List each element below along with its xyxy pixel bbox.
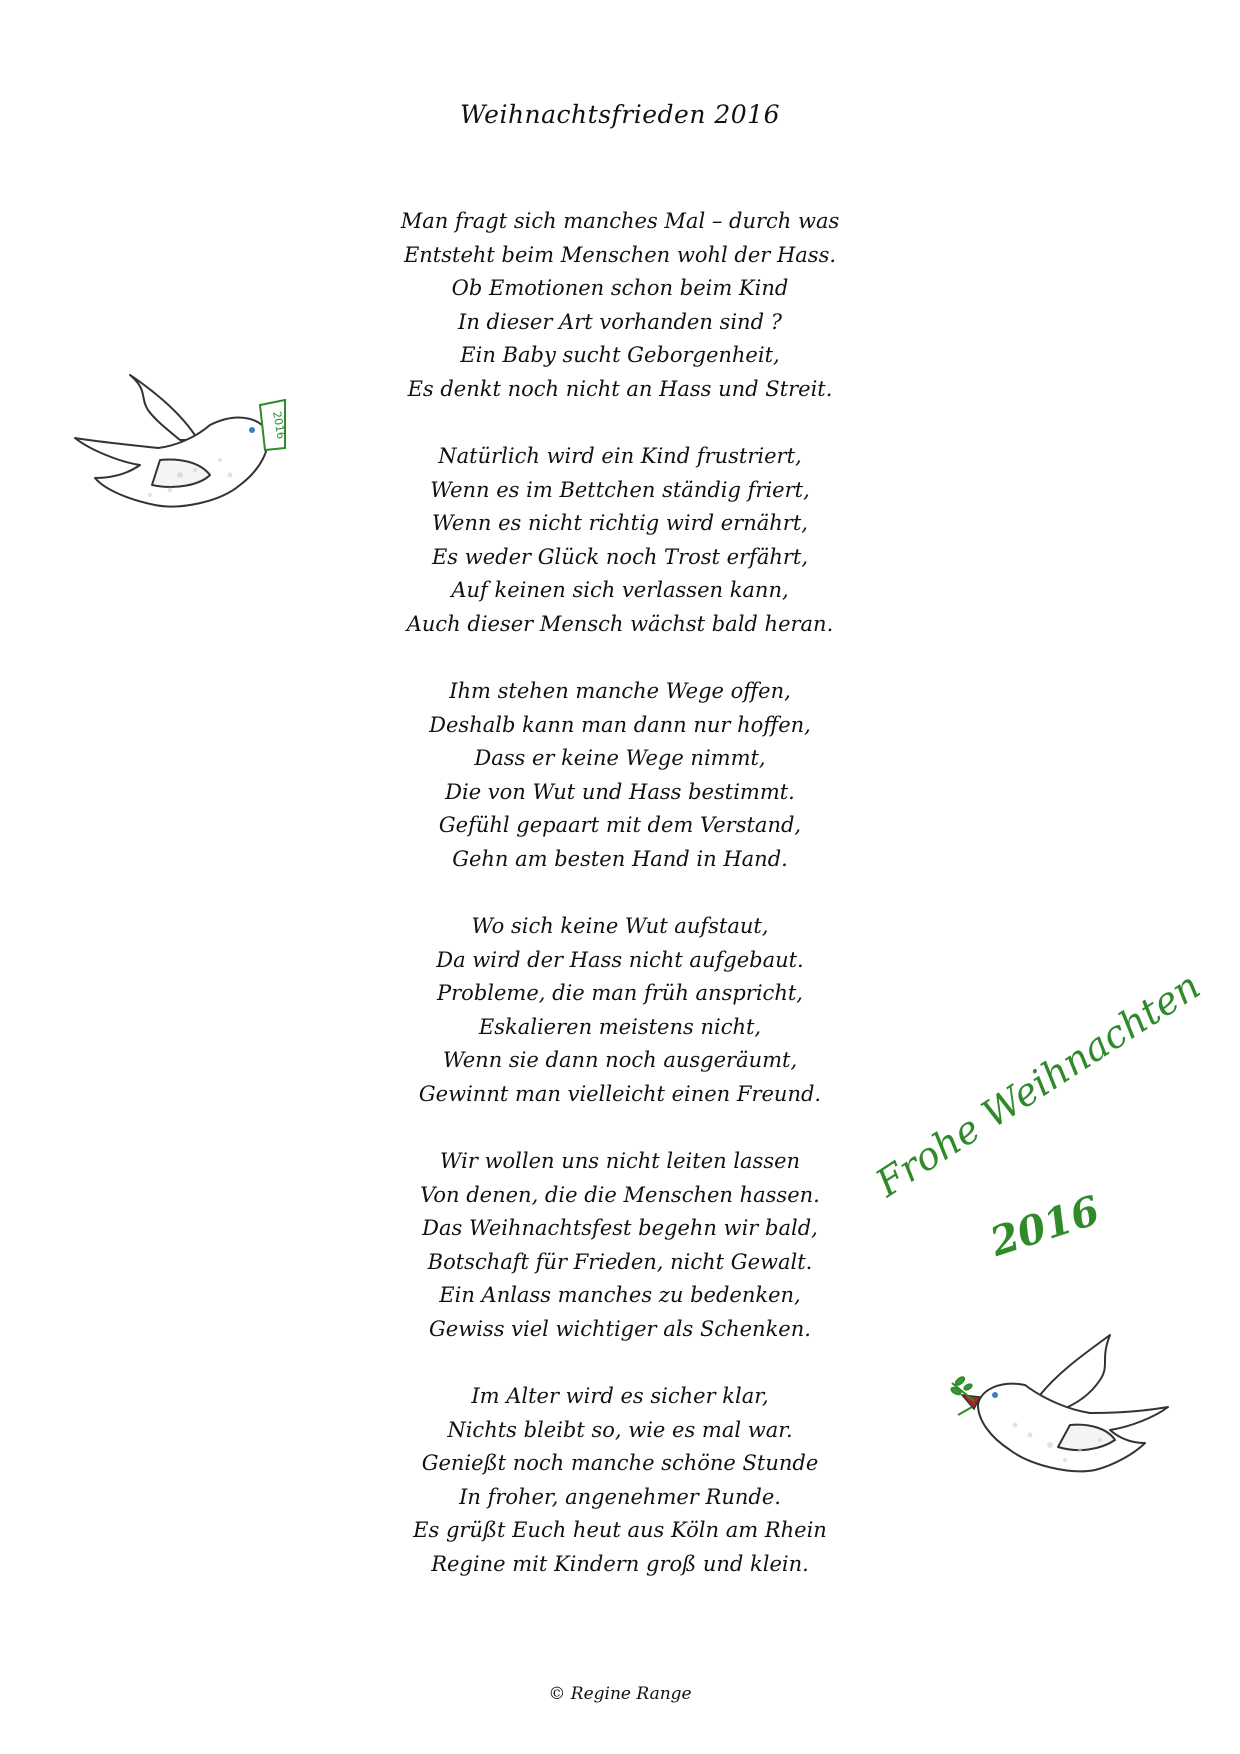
poem-line: Es grüßt Euch heut aus Köln am Rhein	[413, 1518, 827, 1542]
poem-line: Dass er keine Wege nimmt,	[474, 746, 766, 770]
poem-line: Eskalieren meistens nicht,	[478, 1014, 762, 1039]
greeting-year: 2016	[984, 1186, 1106, 1266]
poem-line: Wo sich keine Wut aufstaut,	[471, 914, 769, 938]
poem-line: Gewinnt man vielleicht einen Freund.	[418, 1081, 822, 1106]
poem-stanza	[320, 1145, 920, 1346]
poem-line: Man fragt sich manches Mal – durch was	[400, 209, 840, 233]
poem-line: Nichts bleibt so, wie es mal war.	[447, 1417, 793, 1442]
poem-title: Weihnachtsfrieden 2016	[460, 100, 780, 129]
poem-line: Es denkt noch nicht an Hass und Streit.	[407, 376, 833, 401]
poem-line: Probleme, die man früh anspricht,	[437, 981, 803, 1005]
poem-line: Wenn sie dann noch ausgeräumt,	[442, 1048, 798, 1072]
poem-line: Von denen, die die Menschen hassen.	[420, 1182, 820, 1207]
poem-line: Da wird der Hass nicht aufgebaut.	[436, 947, 804, 972]
poem-line: Natürlich wird ein Kind frustriert,	[438, 444, 802, 468]
poem-line: Gewiss viel wichtiger als Schenken.	[429, 1316, 811, 1341]
poem-line: Ein Anlass manches zu bedenken,	[439, 1283, 801, 1307]
poem-line: Botschaft für Frieden, nicht Gewalt.	[427, 1249, 813, 1274]
poem-line: Wir wollen uns nicht leiten lassen	[439, 1149, 801, 1173]
poem-line: Ihm stehen manche Wege offen,	[449, 679, 791, 703]
poem-line: Ein Baby sucht Geborgenheit,	[460, 343, 780, 367]
poem-stanza	[320, 675, 920, 876]
poem-line: In dieser Art vorhanden sind ?	[458, 309, 782, 334]
dove-with-banner-illustration	[60, 350, 288, 525]
poem-line: Gehn am besten Hand in Hand.	[452, 846, 788, 871]
poem-line: Entsteht beim Menschen wohl der Hass.	[403, 242, 837, 267]
poem-line: Das Weihnachtsfest begehn wir bald,	[422, 1216, 818, 1240]
poem-line: Auch dieser Mensch wächst bald heran.	[406, 611, 834, 636]
poem-line: Deshalb kann man dann nur hoffen,	[429, 712, 811, 737]
poem-stanza	[320, 910, 920, 1111]
poem-line: Genießt noch manche schöne Stunde	[421, 1451, 819, 1475]
greeting	[868, 963, 1210, 1290]
poem-stanza	[320, 440, 920, 641]
poem-line: Wenn es im Bettchen ständig friert,	[430, 477, 810, 502]
poem-stanza	[320, 205, 920, 406]
poem-line: Gefühl gepaart mit dem Verstand,	[438, 813, 802, 837]
poem-line: Wenn es nicht richtig wird ernährt,	[432, 511, 808, 535]
poem-line: Es weder Glück noch Trost erfährt,	[431, 544, 809, 569]
poem-line: Auf keinen sich verlassen kann,	[451, 578, 789, 602]
poem-line: Die von Wut und Hass bestimmt.	[445, 779, 795, 804]
poem-line: Ob Emotionen schon beim Kind	[451, 276, 789, 300]
greeting-text: Frohe Weihnachten	[868, 963, 1208, 1206]
dove-banner-text: 2016	[270, 410, 288, 441]
dove-with-twig-illustration	[950, 1325, 1180, 1495]
poem-line: Im Alter wird es sicher klar,	[471, 1384, 769, 1408]
poem-stanza	[320, 1380, 920, 1581]
poem-line: In froher, angenehmer Runde.	[459, 1484, 781, 1509]
poem-line: Regine mit Kindern groß und klein.	[431, 1551, 809, 1576]
copyright-footer: © Regine Range	[548, 1684, 692, 1704]
poem-body	[320, 205, 920, 1615]
